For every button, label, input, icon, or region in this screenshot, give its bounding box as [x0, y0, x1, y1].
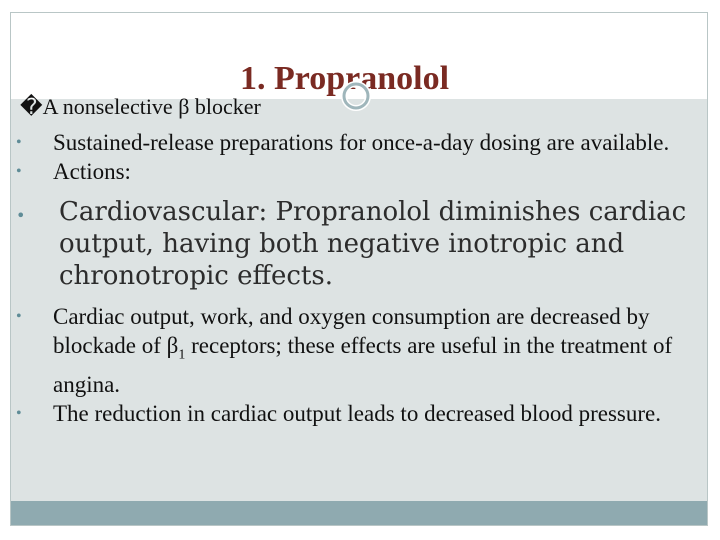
bullet-icon: •: [16, 206, 26, 225]
list-item-text: The reduction in cardiac output leads to decreased blood pressure.: [53, 400, 661, 426]
list-item-text-end: receptors; these effects are useful in the treatment of angina.: [53, 333, 673, 397]
list-item-text-start: Cardiac output, work, and oxygen consumption are decreased by blockade of β: [53, 304, 650, 358]
list-item: [16, 399, 706, 428]
bullet-icon: •: [16, 308, 22, 325]
ring-ornament-icon: [340, 80, 372, 112]
bullet-icon: •: [16, 163, 22, 180]
list-item-text: Cardiovascular: Propranolol diminishes cardiac output, having both negative inotropic and chronotropic effects.: [59, 197, 687, 291]
bullet-icon: •: [16, 134, 22, 151]
list-item: [16, 128, 706, 157]
missing-glyph: �: [20, 94, 43, 119]
bullet-list: [16, 128, 706, 428]
bullet-icon: •: [16, 404, 22, 422]
list-item-text: [53, 304, 672, 397]
list-item: [16, 157, 706, 186]
subscript: 1: [178, 347, 186, 363]
list-item-text: Sustained-release preparations for once-a-day dosing are available.: [53, 130, 670, 155]
slide-title: 1. Propranolol: [240, 60, 450, 97]
footer-bar: [11, 501, 707, 525]
subtitle: [20, 94, 261, 120]
list-item: [16, 302, 706, 399]
list-item-text: Actions:: [53, 159, 131, 184]
list-item: [16, 196, 706, 292]
subtitle-text: A nonselective β blocker: [42, 94, 261, 119]
